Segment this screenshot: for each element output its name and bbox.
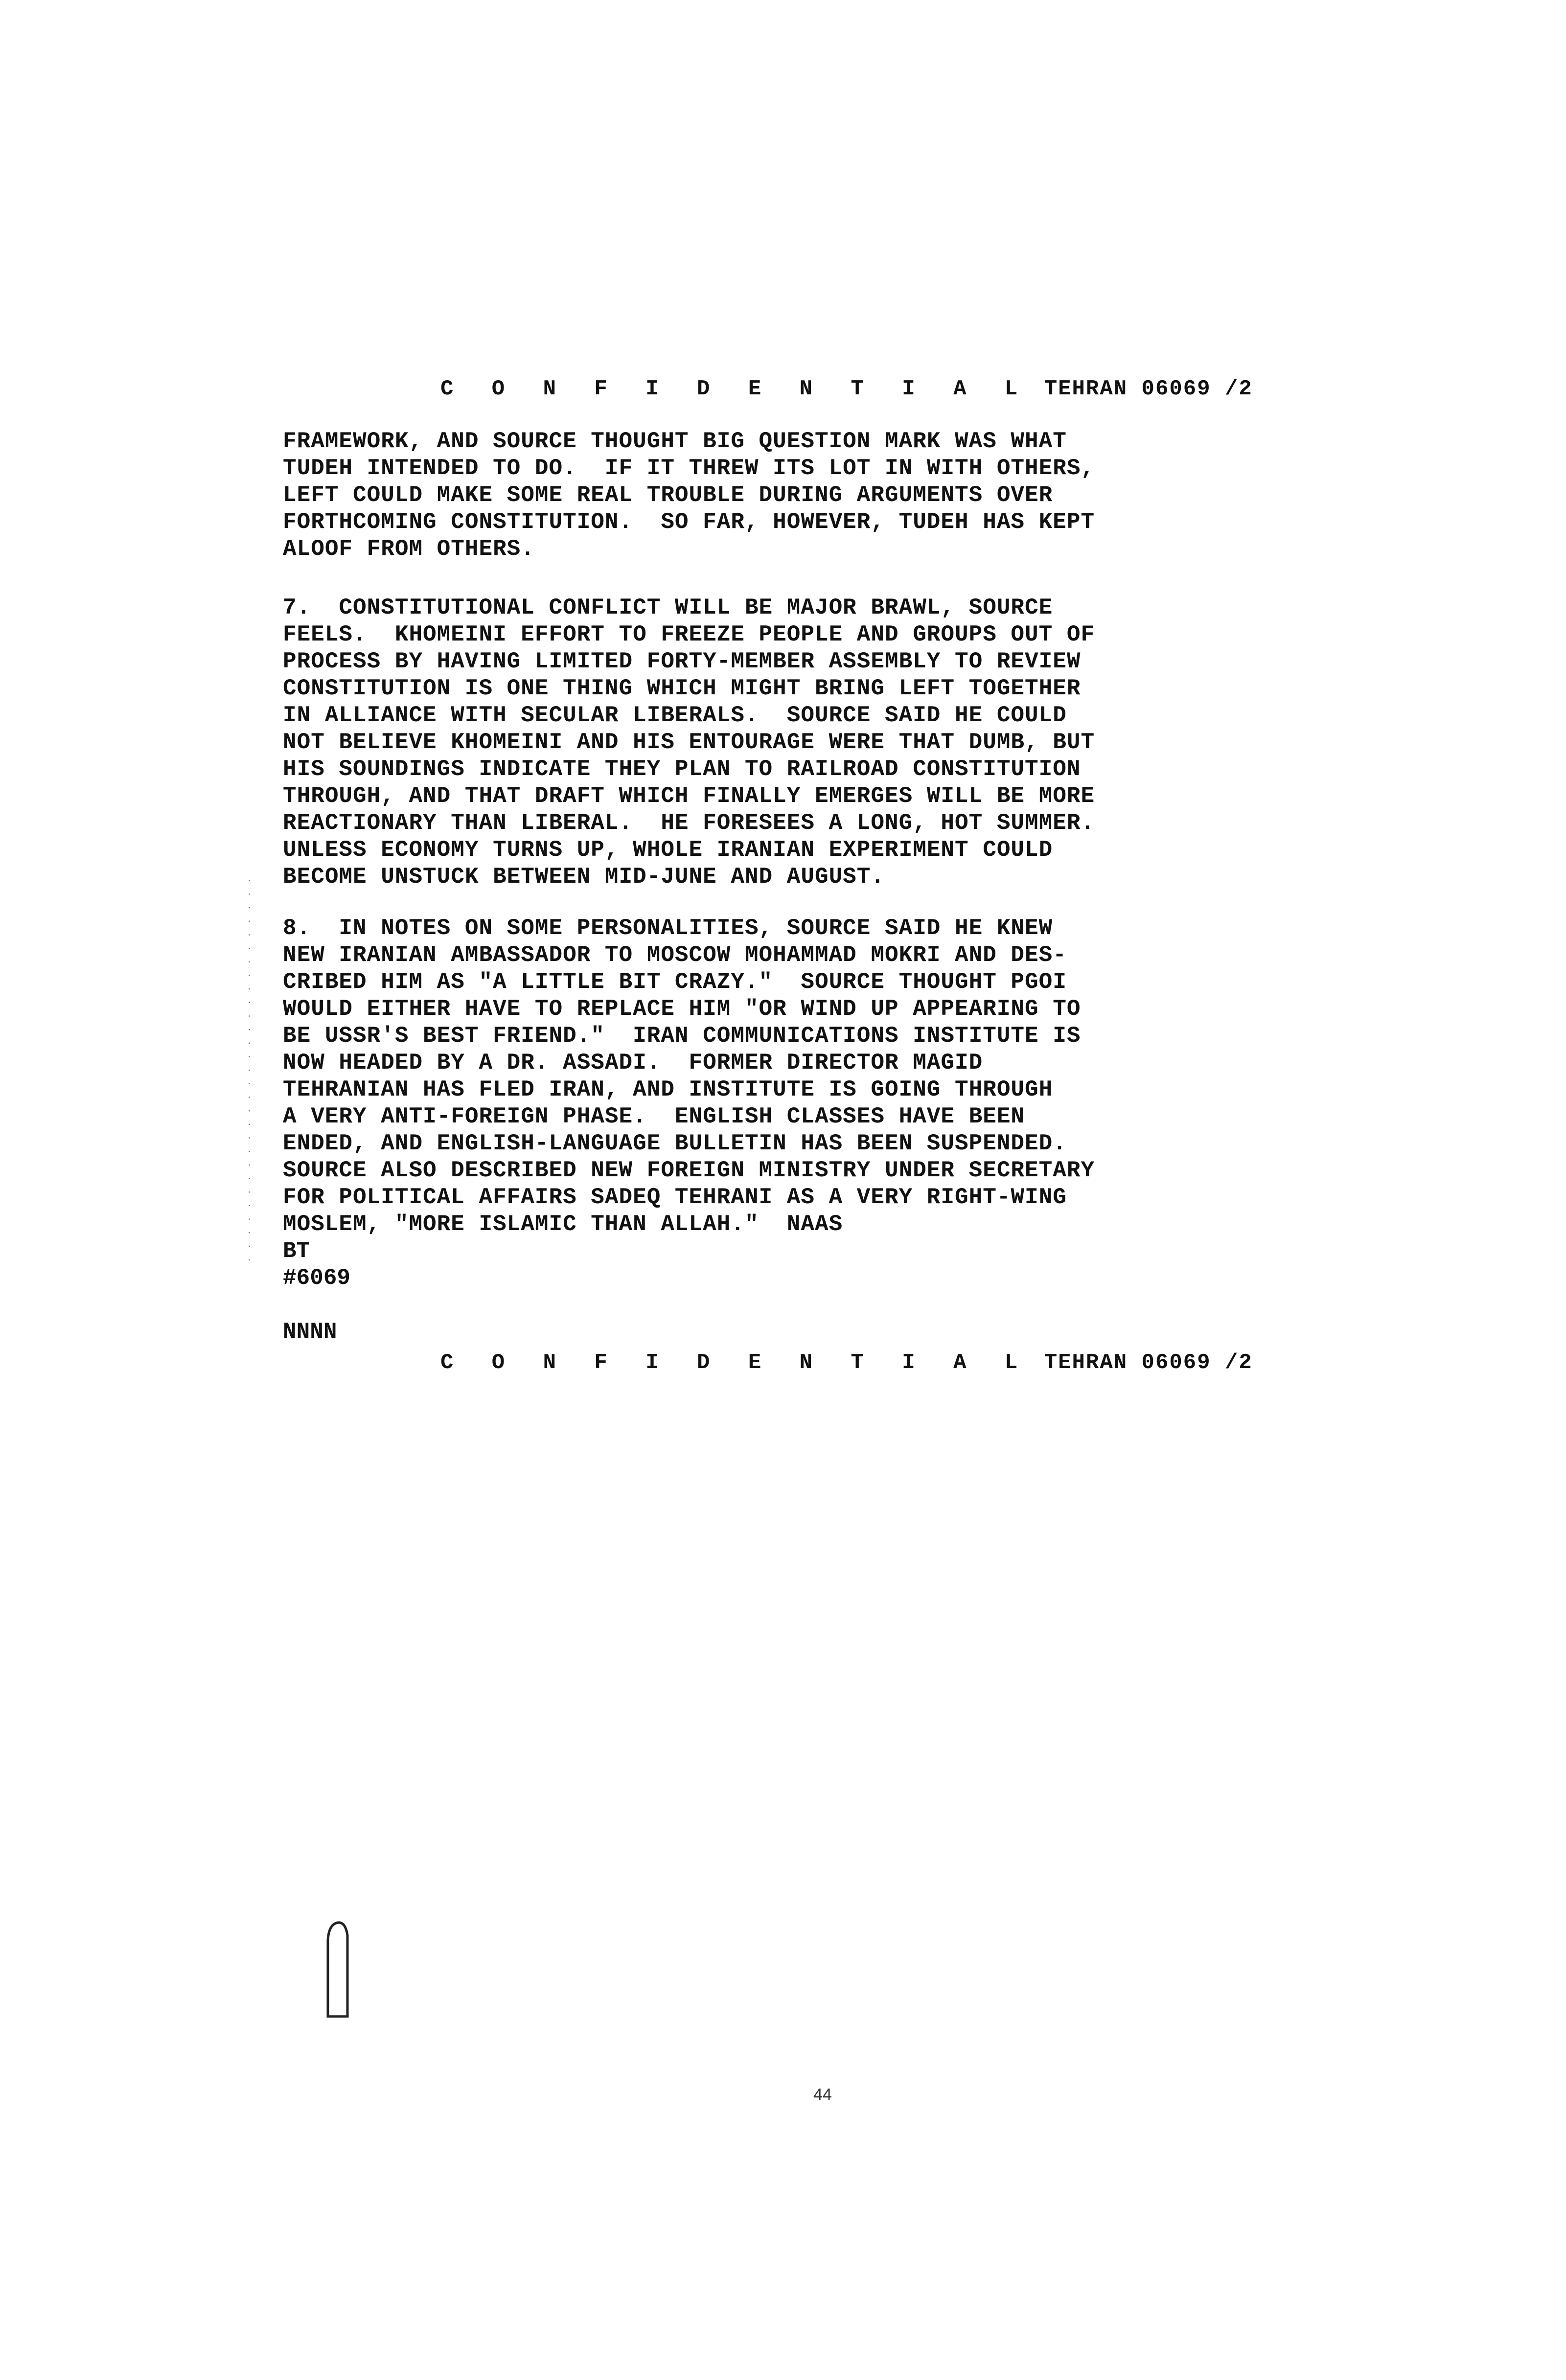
text-line: TEHRANIAN HAS FLED IRAN, AND INSTITUTE IS GOING THROUGH [283,1077,1053,1102]
text-line: WOULD EITHER HAVE TO REPLACE HIM "OR WIND UP APPEARING TO [283,996,1081,1022]
continuation-paragraph [283,428,1262,563]
text-line: 7. CONSTITUTIONAL CONFLICT WILL BE MAJOR BRAWL, SOURCE [283,595,1053,620]
bracket-mark-icon [324,1921,351,2018]
text-line: LEFT COULD MAKE SOME REAL TROUBLE DURING ARGUMENTS OVER [283,482,1053,508]
margin-stamp-mark: · · · · · · · · · · · · · · · · · · · · · · · · · · · · · [245,876,255,1262]
text-line: 8. IN NOTES ON SOME PERSONALITIES, SOURCE SAID HE KNEW [283,915,1053,941]
top-classification-label: C O N F I D E N T I A L [440,377,1031,401]
text-line: BECOME UNSTUCK BETWEEN MID-JUNE AND AUGUST. [283,864,885,890]
text-line: SOURCE ALSO DESCRIBED NEW FOREIGN MINISTRY UNDER SECRETARY [283,1158,1095,1183]
text-line: NEW IRANIAN AMBASSADOR TO MOSCOW MOHAMMAD MOKRI AND DES- [283,942,1067,968]
top-classification-header [440,377,1253,401]
paragraph-8 [283,915,1262,1238]
paragraph-7 [283,595,1262,891]
text-line: NOT BELIEVE KHOMEINI AND HIS ENTOURAGE WERE THAT DUMB, BUT [283,730,1095,755]
text-line: ALOOF FROM OTHERS. [283,536,535,562]
text-line: REACTIONARY THAN LIBERAL. HE FORESEES A LONG, HOT SUMMER. [283,810,1095,836]
text-line: CONSTITUTION IS ONE THING WHICH MIGHT BRING LEFT TOGETHER [283,676,1081,701]
text-line: IN ALLIANCE WITH SECULAR LIBERALS. SOURCE SAID HE COULD [283,703,1067,728]
text-line: HIS SOUNDINGS INDICATE THEY PLAN TO RAILROAD CONSTITUTION [283,756,1081,782]
text-line: FEELS. KHOMEINI EFFORT TO FREEZE PEOPLE AND GROUPS OUT OF [283,622,1095,647]
text-line: THROUGH, AND THAT DRAFT WHICH FINALLY EMERGES WILL BE MORE [283,783,1095,809]
text-line: ENDED, AND ENGLISH-LANGUAGE BULLETIN HAS BEEN SUSPENDED. [283,1131,1067,1156]
bottom-classification-label: C O N F I D E N T I A L [440,1350,1031,1375]
message-number: #6069 [283,1265,351,1291]
text-line: A VERY ANTI-FOREIGN PHASE. ENGLISH CLASSES HAVE BEEN [283,1104,1025,1129]
text-line: CRIBED HIM AS "A LITTLE BIT CRAZY." SOURCE THOUGHT PGOI [283,969,1067,995]
text-line: TUDEH INTENDED TO DO. IF IT THREW ITS LOT IN WITH OTHERS, [283,456,1095,481]
text-line: BE USSR'S BEST FRIEND." IRAN COMMUNICATIONS INSTITUTE IS [283,1023,1081,1049]
bottom-classification-footer [440,1350,1253,1375]
end-of-message-marker: NNNN [283,1319,337,1345]
bt-marker: BT [283,1238,310,1264]
text-line: FOR POLITICAL AFFAIRS SADEQ TEHRANI AS A VERY RIGHT-WING [283,1185,1067,1210]
top-message-reference: TEHRAN 06069 /2 [1044,377,1253,401]
text-line: MOSLEM, "MORE ISLAMIC THAN ALLAH." NAAS [283,1212,843,1237]
page-number: 44 [813,2085,832,2104]
bottom-message-reference: TEHRAN 06069 /2 [1044,1350,1253,1375]
text-line: NOW HEADED BY A DR. ASSADI. FORMER DIRECTOR MAGID [283,1050,983,1076]
text-line: PROCESS BY HAVING LIMITED FORTY-MEMBER ASSEMBLY TO REVIEW [283,649,1081,674]
text-line: UNLESS ECONOMY TURNS UP, WHOLE IRANIAN EXPERIMENT COULD [283,837,1053,863]
text-line: FRAMEWORK, AND SOURCE THOUGHT BIG QUESTION MARK WAS WHAT [283,429,1067,454]
text-line: FORTHCOMING CONSTITUTION. SO FAR, HOWEVER, TUDEH HAS KEPT [283,509,1095,535]
